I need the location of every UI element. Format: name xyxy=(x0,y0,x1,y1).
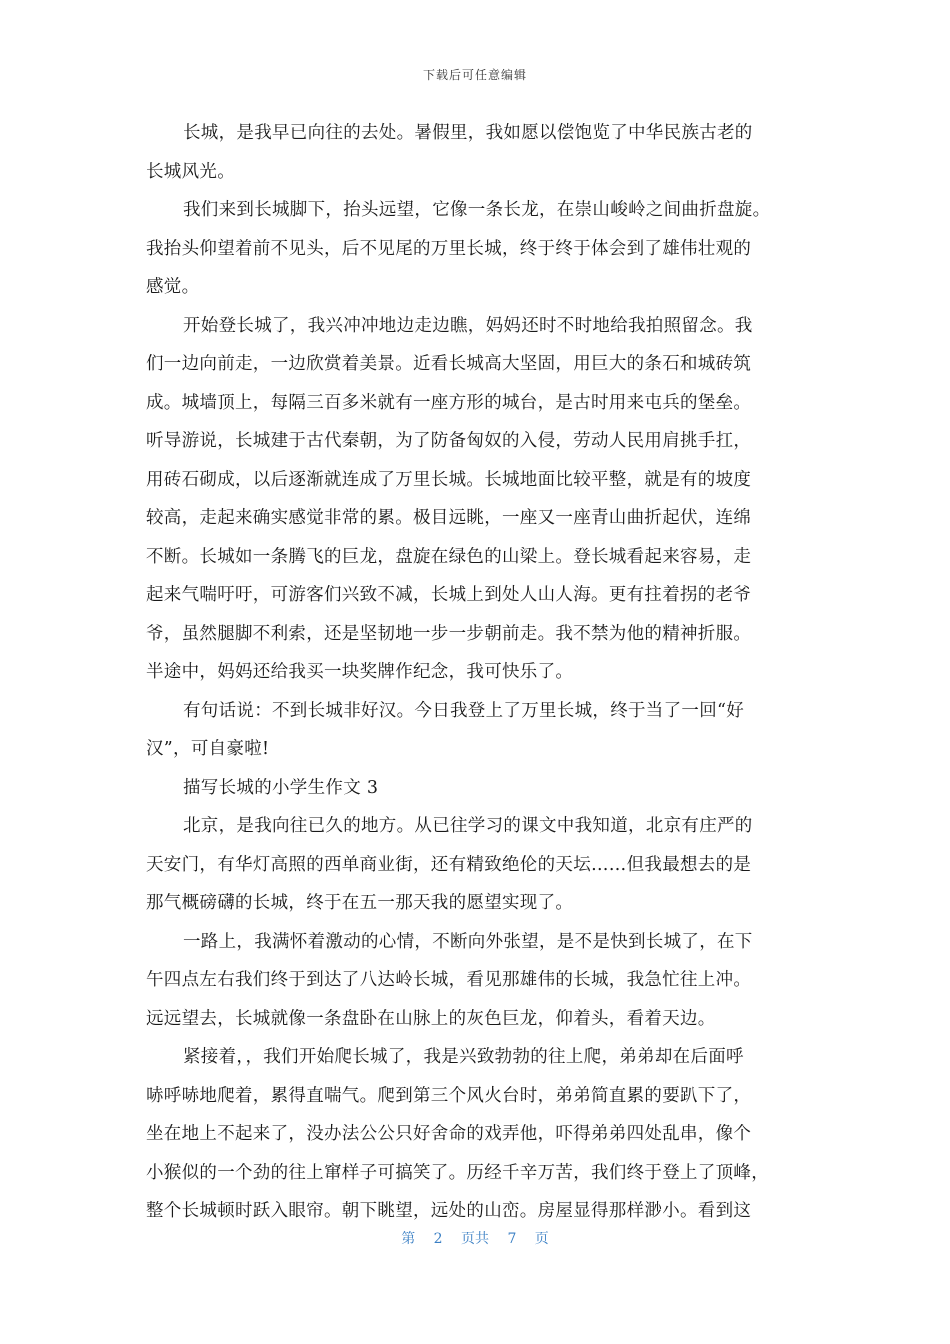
text-line: 开始登长城了，我兴冲冲地边走边瞧，妈妈还时不时地给我拍照留念。我 xyxy=(183,315,753,336)
page-footer: 第 2 页共 7 页 xyxy=(401,1231,549,1247)
text-line: 哧呼哧地爬着，累得直喘气。爬到第三个风火台时，弟弟简直累的要趴下了， xyxy=(146,1085,752,1106)
document-body xyxy=(146,114,810,1231)
text-line: 有句话说：不到长城非好汉。今日我登上了万里长城，终于当了一回“好 xyxy=(183,700,745,721)
text-line: 紧接着，，我们开始爬长城了，我是兴致勃勃的往上爬，弟弟却在后面呼 xyxy=(183,1047,744,1067)
text-line: 我们来到长城脚下，抬头远望，它像一条长龙，在崇山峻岭之间曲折盘旋。 xyxy=(183,200,771,220)
text-line: 用砖石砌成，以后逐渐就连成了万里长城。长城地面比较平整，就是有的坡度 xyxy=(146,469,752,490)
text-line: 整个长城顿时跃入眼帘。朝下眺望，远处的山峦。房屋显得那样渺小。看到这 xyxy=(146,1201,752,1221)
text-line: 远远望去，长城就像一条盘卧在山脉上的灰色巨龙，仰着头，看着天边。 xyxy=(146,1008,716,1029)
text-line: 坐在地上不起来了，没办法公公只好舍命的戏弄他，吓得弟弟四处乱串，像个 xyxy=(146,1124,752,1144)
text-line: 小猴似的一个劲的往上窜样子可搞笑了。历经千辛万苦，我们终于登上了顶峰， xyxy=(146,1162,769,1183)
text-line: 一路上，我满怀着激动的心情，不断向外张望，是不是快到长城了，在下 xyxy=(183,931,753,952)
text-line: 起来气喘吁吁，可游客们兴致不减，长城上到处人山人海。更有拄着拐的老爷 xyxy=(146,585,752,605)
text-line: 长城风光。 xyxy=(146,161,235,182)
text-line: 成。城墙顶上，每隔三百多米就有一座方形的城台，是古时用来屯兵的堡垒。 xyxy=(146,392,752,413)
text-line: 我抬头仰望着前不见头，后不见尾的万里长城，终于终于体会到了雄伟壮观的 xyxy=(146,238,752,259)
text-line: 北京，是我向往已久的地方。从已往学习的课文中我知道，北京有庄严的 xyxy=(183,816,753,836)
text-line: 较高，走起来确实感觉非常的累。极目远眺，一座又一座青山曲折起伏，连绵 xyxy=(146,508,752,528)
text-line: 半途中，妈妈还给我买一块奖牌作纪念，我可快乐了。 xyxy=(146,662,574,682)
page-header: 下载后可任意编辑 xyxy=(422,68,527,82)
text-line: 感觉。 xyxy=(146,277,200,297)
text-line: 们一边向前走，一边欣赏着美景。近看长城高大坚固，用巨大的条石和城砖筑 xyxy=(146,354,752,374)
text-line: 午四点左右我们终于到达了八达岭长城，看见那雄伟的长城，我急忙往上冲。 xyxy=(146,970,752,990)
text-line: 长城，是我早已向往的去处。暑假里，我如愿以偿饱览了中华民族古老的 xyxy=(183,123,753,143)
text-line: 汉”，可自豪啦! xyxy=(146,739,270,759)
text-line: 天安门，有华灯高照的西单商业街，还有精致绝伦的天坛……但我最想去的是 xyxy=(146,854,752,875)
text-line: 描写长城的小学生作文 3 xyxy=(183,777,379,798)
text-line: 爷，虽然腿脚不利索，还是坚韧地一步一步朝前走。我不禁为他的精神折服。 xyxy=(146,623,752,644)
text-line: 不断。长城如一条腾飞的巨龙，盘旋在绿色的山梁上。登长城看起来容易，走 xyxy=(146,546,752,567)
text-line: 听导游说，长城建于古代秦朝，为了防备匈奴的入侵，劳动人民用肩挑手扛， xyxy=(146,431,752,451)
text-line: 那气概磅礴的长城，终于在五一那天我的愿望实现了。 xyxy=(146,893,574,913)
